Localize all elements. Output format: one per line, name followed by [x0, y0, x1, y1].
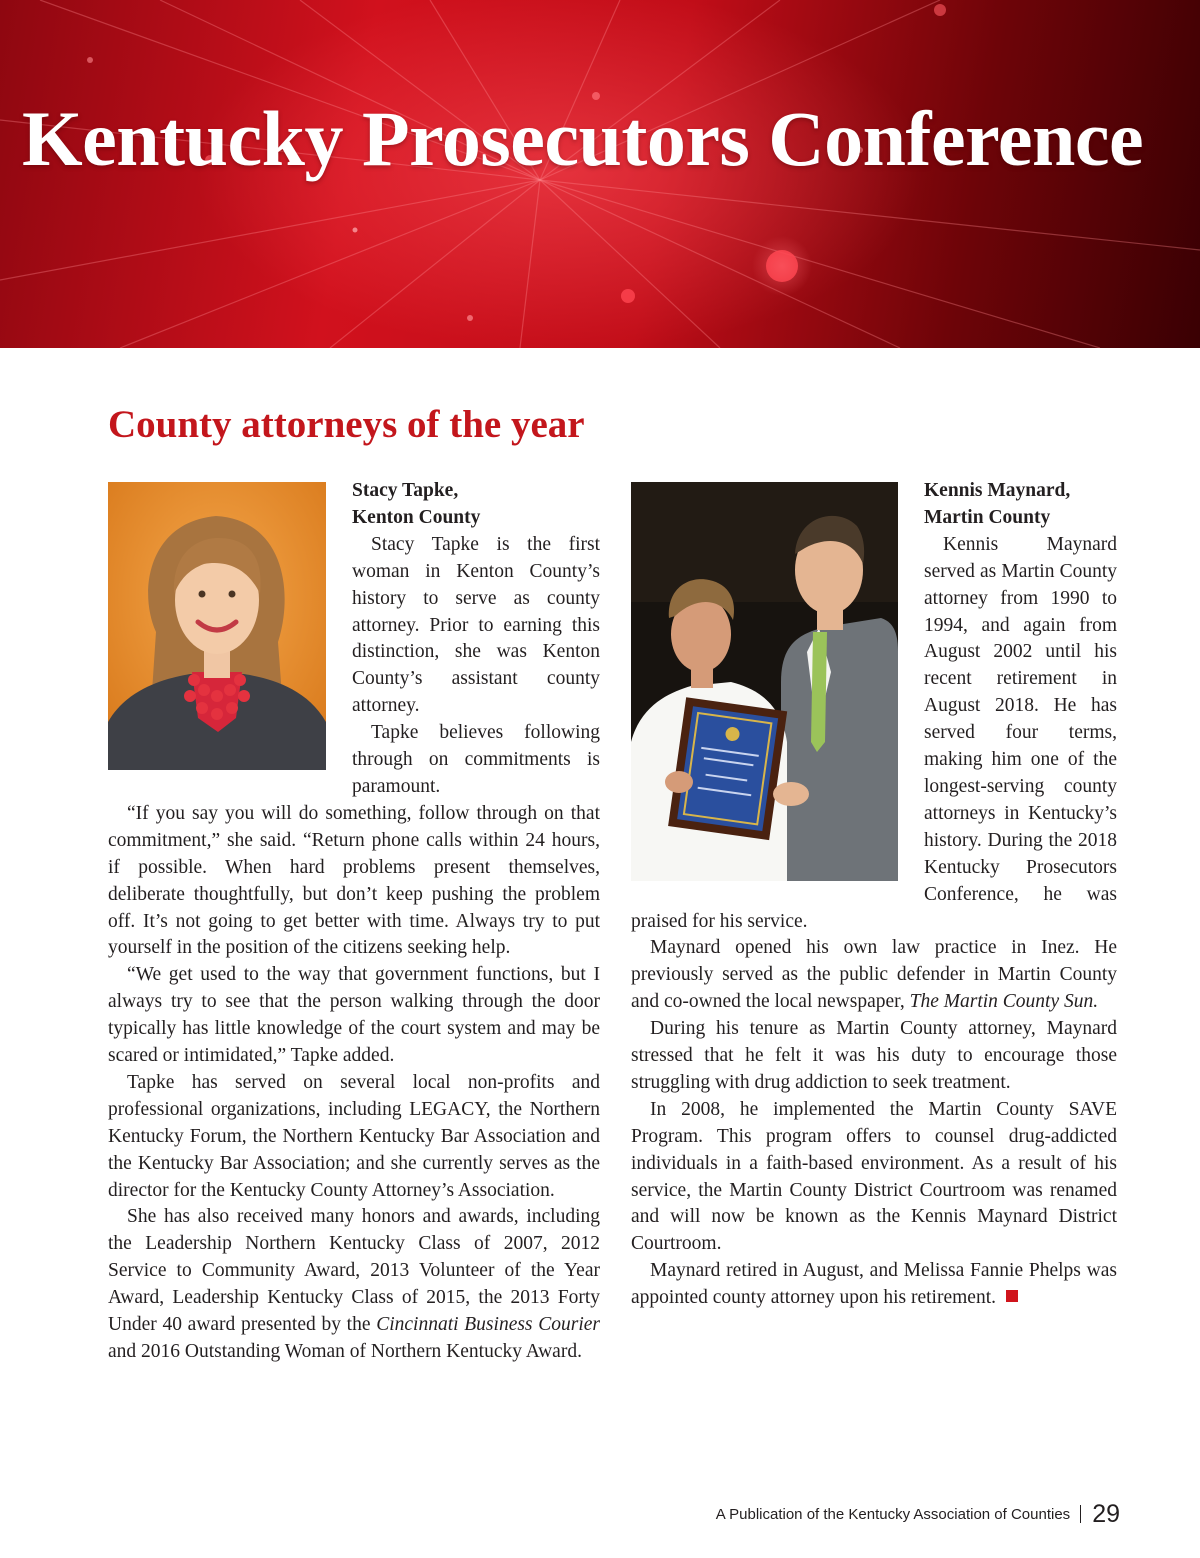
article-county: Kenton County: [352, 506, 481, 528]
article-paragraph: Stacy Tapke is the first woman in Kenton County’s history to serve as county attorney. Prior to earning this distinction, she was Kenton County’s assistant county attorney.: [352, 533, 600, 717]
article-maynard: [631, 478, 1117, 1312]
end-mark-icon: [1006, 1290, 1018, 1302]
awards-text: and 2016 Outstanding Woman of Northern Kentucky Award.: [108, 1341, 582, 1362]
article-paragraph: Kennis Maynard served as Martin County attorney from 1990 to 1994, and again from August 2002 until his recent retirement in August 2018. He has served four terms, making him one of the longest-serving county attorneys in Kentucky’s history. During the 2018 Kentucky Prosecutors Conference, he was praised for his service.: [631, 533, 1117, 932]
footer-publication: A Publication of the Kentucky Association of Counties: [715, 1505, 1071, 1523]
footer-divider: [1080, 1505, 1081, 1523]
photo-spacer: [631, 478, 924, 906]
paragraph-text: Maynard opened his own law practice in Inez. He previously served as the public defender in Martin County and co-owned the local newspaper,: [631, 937, 1117, 1013]
article-name: Kennis Maynard,: [924, 480, 1071, 501]
article-paragraph: [108, 1204, 600, 1365]
section-heading: County attorneys of the year: [108, 403, 585, 446]
article-county: Martin County: [924, 506, 1051, 528]
page-title: Kentucky Prosecutors Conference: [22, 95, 1144, 182]
awards-text: She has also received many honors and awards, including the Leadership Northern Kentucky Class of 2007, 2012 Service to Community Award, 2013 Volunteer of the Year Award, Leadership Kentucky Class of 2015, the 2013 Forty Under 40 award presented by the: [108, 1206, 600, 1336]
publication-name: Cincinnati Business Courier: [376, 1314, 600, 1336]
photo-spacer: [108, 478, 352, 798]
article-paragraph: “If you say you will do something, follow through on that commitment,” she said. “Return phone calls within 24 hours, if possible. When hard problems present themselves, deliberate thoughtfully, but don’t keep pushing the problem off. It’s not going to get better with time. Always try to put yourself in the position of the citizens seeking help.: [108, 802, 600, 959]
article-tapke: [108, 478, 600, 1366]
page-footer: [716, 1494, 1120, 1534]
article-paragraph: During his tenure as Martin County attorney, Maynard stressed that he felt it was his duty to encourage those struggling with drug addiction to seek treatment.: [631, 1018, 1117, 1093]
page-number: 29: [1092, 1499, 1120, 1528]
article-paragraph: Tapke has served on several local non-profits and professional organizations, including LEGACY, the Northern Kentucky Forum, the Northern Kentucky Bar Association and the Kentucky Bar Association; and she currently serves as the director for the Kentucky County Attorney’s Association.: [108, 1071, 600, 1201]
header-banner: [0, 0, 1200, 348]
paragraph-text: Maynard retired in August, and Melissa Fannie Phelps was appointed county attorney upon his retirement.: [631, 1260, 1117, 1309]
article-paragraph: [631, 1258, 1117, 1312]
newspaper-name: The Martin County Sun.: [909, 991, 1099, 1013]
article-paragraph: In 2008, he implemented the Martin County SAVE Program. This program offers to counsel drug-addicted individuals in a faith-based environment. As a result of his service, the Martin County District Courtroom was renamed and will now be known as the Kennis Maynard District Courtroom.: [631, 1098, 1117, 1255]
article-name: Stacy Tapke,: [352, 480, 459, 501]
article-paragraph: Tapke believes following through on commitments is paramount.: [352, 722, 600, 797]
article-paragraph: “We get used to the way that government functions, but I always try to see that the person walking through the door typically has little knowledge of the court system and may be scared or intimidated,” Tapke added.: [108, 964, 600, 1067]
article-paragraph: [631, 935, 1117, 1016]
